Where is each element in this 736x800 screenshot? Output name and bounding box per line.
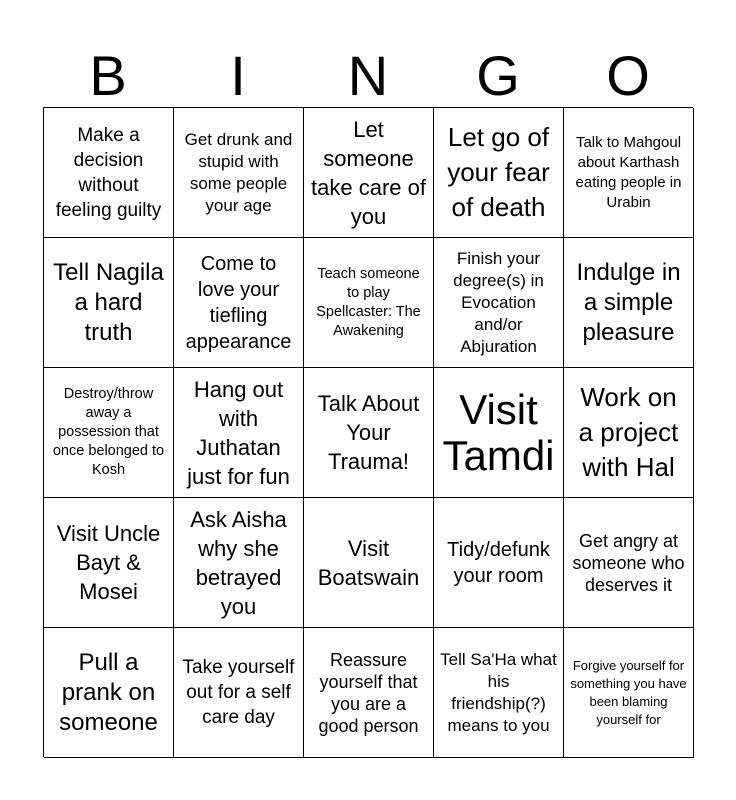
bingo-cell[interactable]	[174, 498, 304, 628]
cell-text: Teach someone to play Spellcaster: The Awakening	[316, 265, 421, 339]
cell-text: Tell Sa'Ha what his friendship(?) means to you	[440, 649, 557, 735]
cell-text: Let someone take care of you	[311, 116, 426, 229]
bingo-cell[interactable]	[564, 368, 694, 498]
bingo-cell[interactable]	[44, 628, 174, 758]
header-letter-g: G	[476, 44, 520, 107]
cell-text: Hang out with Juthatan just for fun	[187, 376, 290, 489]
cell-text: Reassure yourself that you are a good person	[318, 649, 419, 736]
cell-text: Tidy/defunk your room	[447, 538, 550, 587]
bingo-cell[interactable]	[434, 108, 564, 238]
cell-text: Talk to Mahgoul about Karthash eating people in Urabin	[575, 133, 682, 211]
bingo-cell[interactable]	[174, 628, 304, 758]
bingo-cell[interactable]	[44, 498, 174, 628]
header-letter-i: I	[230, 44, 246, 107]
bingo-cell[interactable]	[564, 108, 694, 238]
bingo-cell[interactable]	[304, 368, 434, 498]
cell-text: Finish your degree(s) in Evocation and/or Abjuration	[453, 248, 544, 356]
cell-text: Take yourself out for a self care day	[182, 657, 295, 728]
bingo-cell[interactable]	[304, 498, 434, 628]
bingo-cell[interactable]	[174, 368, 304, 498]
cell-text: Visit Uncle Bayt & Mosei	[56, 521, 161, 604]
bingo-header	[43, 44, 693, 108]
bingo-cell[interactable]	[304, 628, 434, 758]
cell-text: Pull a prank on someone	[59, 648, 158, 736]
cell-text: Indulge in a simple pleasure	[576, 258, 681, 346]
cell-text: Get angry at someone who deserves it	[572, 530, 685, 595]
bingo-cell[interactable]	[434, 628, 564, 758]
bingo-cell[interactable]	[44, 238, 174, 368]
cell-text: Talk About Your Trauma!	[317, 391, 420, 474]
bingo-cell[interactable]	[434, 368, 564, 498]
cell-text: Visit Tamdi	[442, 385, 555, 479]
cell-text: Let go of your fear of death	[447, 122, 550, 222]
bingo-cell[interactable]	[564, 498, 694, 628]
bingo-grid	[43, 107, 693, 757]
bingo-cell[interactable]	[304, 238, 434, 368]
cell-text: Tell Nagila a hard truth	[53, 258, 164, 346]
bingo-cell[interactable]	[564, 238, 694, 368]
bingo-cell[interactable]	[44, 368, 174, 498]
cell-text: Ask Aisha why she betrayed you	[190, 506, 287, 619]
header-letter-o: O	[606, 44, 650, 107]
cell-text: Come to love your tiefling appearance	[185, 252, 292, 353]
cell-text: Work on a project with Hal	[578, 382, 679, 482]
cell-text: Get drunk and stupid with some people your age	[184, 129, 293, 215]
cell-text: Make a decision without feeling guilty	[55, 124, 162, 221]
bingo-cell[interactable]	[174, 238, 304, 368]
bingo-cell[interactable]	[564, 628, 694, 758]
header-letter-b: B	[89, 44, 127, 107]
bingo-cell[interactable]	[174, 108, 304, 238]
bingo-cell[interactable]	[434, 498, 564, 628]
bingo-cell[interactable]	[304, 108, 434, 238]
cell-text: Forgive yourself for something you have been blaming yourself for	[570, 657, 687, 727]
bingo-cell[interactable]	[434, 238, 564, 368]
bingo-cell[interactable]	[44, 108, 174, 238]
header-letter-n: N	[347, 44, 389, 107]
cell-text: Destroy/throw away a possession that once belonged to Kosh	[52, 386, 165, 478]
cell-text: Visit Boatswain	[317, 535, 420, 590]
